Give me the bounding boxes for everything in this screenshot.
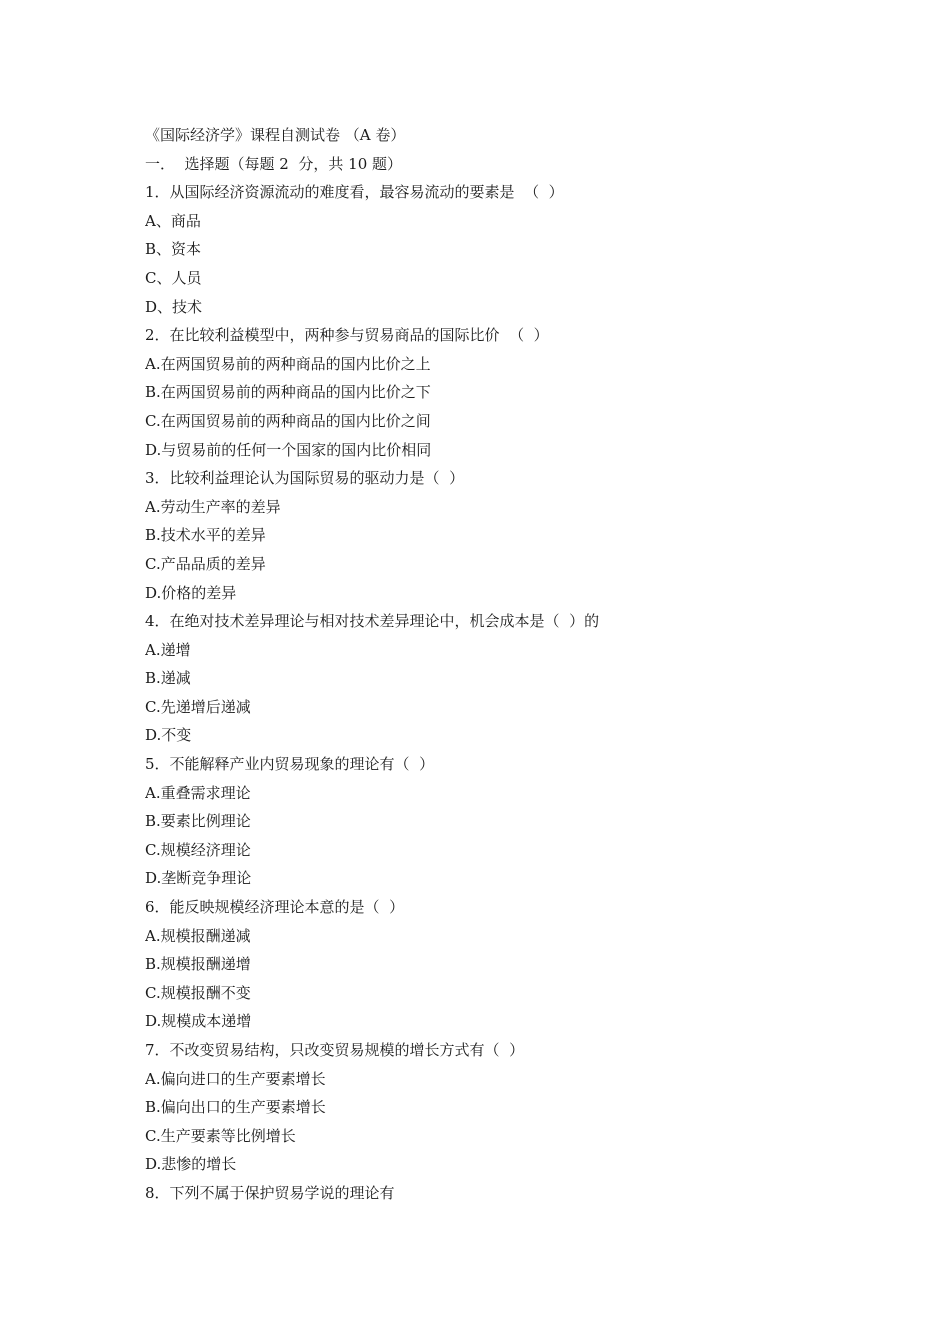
answer-option: C.在两国贸易前的两种商品的国内比价之间 [145, 411, 431, 430]
answer-option: A.规模报酬递减 [145, 926, 251, 945]
answer-option: C.先递增后递减 [145, 697, 251, 716]
answer-option: C.规模报酬不变 [145, 983, 251, 1002]
answer-option: D.与贸易前的任何一个国家的国内比价相同 [145, 440, 432, 459]
answer-option: D.价格的差异 [145, 583, 237, 602]
answer-option: D.悲惨的增长 [145, 1155, 237, 1174]
question-stem: 7．不改变贸易结构，只改变贸易规模的增长方式有（ ） [145, 1041, 525, 1059]
question-stem: 8．下列不属于保护贸易学说的理论有 [145, 1183, 395, 1202]
answer-option: A.在两国贸易前的两种商品的国内比价之上 [145, 354, 431, 373]
answer-option: C.产品品质的差异 [145, 554, 266, 573]
answer-option: D、技术 [145, 297, 203, 316]
question-stem: 2．在比较利益模型中，两种参与贸易商品的国际比价 （ ） [145, 326, 549, 345]
answer-option: B.技术水平的差异 [145, 526, 266, 545]
question-stem: 6．能反映规模经济理论本意的是（ ） [145, 898, 405, 917]
answer-option: B.递减 [145, 669, 191, 688]
answer-option: B.规模报酬递增 [145, 955, 251, 974]
section-heading: 一． 选择题（每题 2 分，共 10 题） [145, 154, 403, 173]
document-body [145, 121, 845, 1208]
answer-option: C.规模经济理论 [145, 840, 251, 859]
answer-option: A.重叠需求理论 [145, 783, 251, 802]
answer-option: D.不变 [145, 726, 192, 745]
question-stem: 4．在绝对技术差异理论与相对技术差异理论中，机会成本是（ ）的 [145, 612, 600, 631]
document-title: 《国际经济学》课程自测试卷 （A 卷） [145, 126, 406, 144]
answer-option: B.在两国贸易前的两种商品的国内比价之下 [145, 383, 431, 402]
answer-option: D.规模成本递增 [145, 1012, 252, 1031]
answer-option: A.递增 [145, 640, 191, 659]
question-stem: 5．不能解释产业内贸易现象的理论有（ ） [145, 755, 435, 774]
answer-option: A.劳动生产率的差异 [145, 497, 281, 516]
answer-option: B.要素比例理论 [145, 812, 251, 831]
answer-option: C.生产要素等比例增长 [145, 1126, 296, 1145]
answer-option: B.偏向出口的生产要素增长 [145, 1098, 326, 1117]
question-stem: 1．从国际经济资源流动的难度看，最容易流动的要素是 （ ） [145, 183, 564, 202]
answer-option: D.垄断竞争理论 [145, 869, 252, 888]
question-stem: 3．比较利益理论认为国际贸易的驱动力是（ ） [145, 469, 465, 488]
answer-option: A、商品 [145, 211, 201, 230]
answer-option: A.偏向进口的生产要素增长 [145, 1069, 326, 1088]
answer-option: B、资本 [145, 240, 202, 259]
answer-option: C、人员 [145, 268, 202, 287]
